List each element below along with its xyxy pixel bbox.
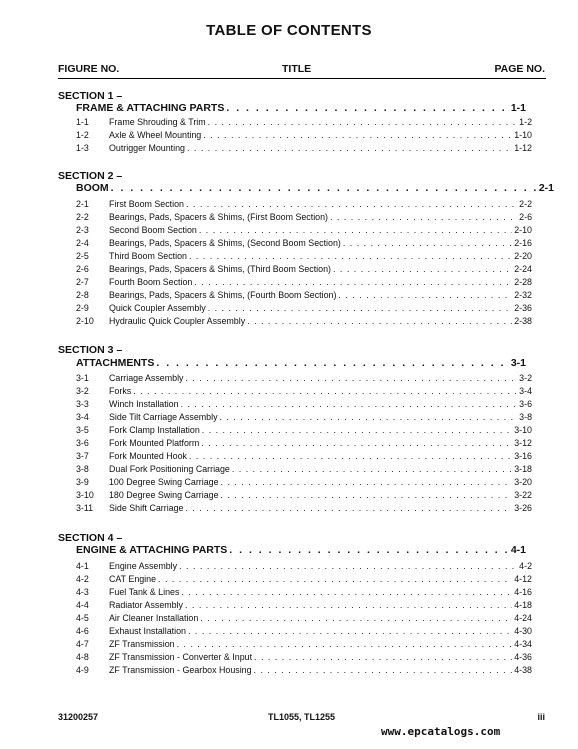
entry-title: Exhaust Installation (109, 626, 186, 636)
section-label: SECTION 3 – (58, 344, 123, 356)
figure-number: 3-4 (76, 412, 89, 422)
footer-model: TL1055, TL1255 (268, 712, 336, 722)
column-header-figure: FIGURE NO. (58, 63, 120, 75)
toc-entry[interactable] (0, 290, 578, 303)
header-divider (58, 78, 546, 79)
entry-page: 2-28 (514, 277, 532, 287)
entry-title: Hydraulic Quick Coupler Assembly (109, 316, 246, 326)
entry-title: First Boom Section (109, 199, 184, 209)
entry-page: 4-30 (514, 626, 532, 636)
toc-entry[interactable] (0, 477, 578, 490)
leader-dots (203, 130, 512, 140)
figure-number: 4-6 (76, 626, 89, 636)
figure-number: 4-7 (76, 639, 89, 649)
figure-number: 2-2 (76, 212, 89, 222)
figure-number: 4-8 (76, 652, 89, 662)
figure-number: 4-1 (76, 561, 89, 571)
toc-entry[interactable] (0, 212, 578, 225)
toc-entry[interactable] (0, 386, 578, 399)
figure-number: 2-1 (76, 199, 89, 209)
entry-title: Carriage Assembly (109, 373, 184, 383)
toc-entry[interactable] (0, 503, 578, 516)
entry-title: Air Cleaner Installation (109, 613, 199, 623)
entry-title: Bearings, Pads, Spacers & Shims, (Second Boom Section) (109, 238, 341, 248)
column-header-page: PAGE NO. (494, 63, 545, 75)
toc-entry[interactable] (0, 303, 578, 316)
leader-dots (221, 490, 513, 500)
page-title: TABLE OF CONTENTS (206, 22, 372, 39)
toc-entry[interactable] (0, 373, 578, 386)
leader-dots (186, 503, 513, 513)
figure-number: 2-10 (76, 316, 94, 326)
leader-dots (226, 102, 508, 114)
leader-dots (185, 600, 512, 610)
figure-number: 2-6 (76, 264, 89, 274)
figure-number: 4-2 (76, 574, 89, 584)
leader-dots (181, 399, 518, 409)
entry-title: Bearings, Pads, Spacers & Shims, (First Boom Section) (109, 212, 328, 222)
toc-entry[interactable] (0, 574, 578, 587)
entry-page: 3-6 (519, 399, 532, 409)
figure-number: 3-6 (76, 438, 89, 448)
entry-title: Bearings, Pads, Spacers & Shims, (Fourth Boom Section) (109, 290, 337, 300)
toc-entry[interactable] (0, 626, 578, 639)
toc-entry[interactable] (0, 587, 578, 600)
entry-page: 2-6 (519, 212, 532, 222)
section-title: FRAME & ATTACHING PARTS (76, 102, 225, 114)
section-page: 2-1 (538, 182, 554, 194)
toc-entry[interactable] (0, 490, 578, 503)
entry-title: ZF Transmission - Converter & Input (109, 652, 253, 662)
entry-title: Forks (109, 386, 132, 396)
figure-number: 4-4 (76, 600, 89, 610)
leader-dots (185, 373, 517, 383)
entry-title: ZF Transmission (109, 639, 175, 649)
entry-title: Dual Fork Positioning Carriage (109, 464, 230, 474)
entry-page: 3-4 (519, 386, 532, 396)
toc-entry[interactable] (0, 451, 578, 464)
entry-title: Radiator Assembly (109, 600, 183, 610)
leader-dots (343, 238, 512, 248)
entry-page: 3-18 (514, 464, 532, 474)
entry-page: 2-38 (514, 316, 532, 326)
entry-title: Axle & Wheel Mounting (109, 130, 202, 140)
leader-dots (220, 412, 518, 422)
figure-number: 2-5 (76, 251, 89, 261)
entry-title: Fork Mounted Platform (109, 438, 200, 448)
entry-page: 2-24 (514, 264, 532, 274)
entry-page: 4-12 (514, 574, 532, 584)
figure-number: 4-9 (76, 665, 89, 675)
entry-page: 4-34 (514, 639, 532, 649)
entry-page: 4-36 (514, 652, 532, 662)
entry-title: Winch Installation (109, 399, 179, 409)
figure-number: 3-8 (76, 464, 89, 474)
toc-entry[interactable] (0, 613, 578, 626)
entry-page: 2-20 (514, 251, 532, 261)
entry-title: 100 Degree Swing Carriage (109, 477, 219, 487)
entry-title: Bearings, Pads, Spacers & Shims, (Third Boom Section) (109, 264, 331, 274)
toc-entry[interactable] (0, 277, 578, 290)
leader-dots (208, 303, 513, 313)
leader-dots (188, 626, 512, 636)
entry-page: 4-18 (514, 600, 532, 610)
leader-dots (189, 251, 512, 261)
figure-number: 3-3 (76, 399, 89, 409)
figure-number: 3-2 (76, 386, 89, 396)
toc-entry[interactable] (0, 464, 578, 477)
figure-number: 3-5 (76, 425, 89, 435)
figure-number: 3-1 (76, 373, 89, 383)
entry-title: Side Tilt Carriage Assembly (109, 412, 218, 422)
section-label: SECTION 1 – (58, 90, 123, 102)
figure-number: 2-8 (76, 290, 89, 300)
entry-title: Fork Clamp Installation (109, 425, 200, 435)
leader-dots (156, 357, 508, 369)
entry-title: Fork Mounted Hook (109, 451, 187, 461)
footer-page-number: iii (537, 712, 545, 722)
leader-dots (254, 652, 512, 662)
leader-dots (232, 464, 512, 474)
entry-title: Frame Shrouding & Trim (109, 117, 206, 127)
leader-dots (221, 477, 513, 487)
toc-entry[interactable] (0, 199, 578, 212)
leader-dots (229, 544, 509, 556)
entry-page: 2-32 (514, 290, 532, 300)
leader-dots (181, 587, 512, 597)
figure-number: 1-3 (76, 143, 89, 153)
leader-dots (247, 316, 512, 326)
entry-title: 180 Degree Swing Carriage (109, 490, 219, 500)
entry-page: 3-22 (514, 490, 532, 500)
figure-number: 3-11 (76, 503, 94, 513)
section-page: 3-1 (510, 357, 526, 369)
leader-dots (330, 212, 517, 222)
figure-number: 4-5 (76, 613, 89, 623)
leader-dots (158, 574, 512, 584)
entry-page: 1-10 (514, 130, 532, 140)
figure-number: 1-2 (76, 130, 89, 140)
section-title: ATTACHMENTS (76, 357, 155, 369)
toc-entry[interactable] (0, 225, 578, 238)
leader-dots (254, 665, 513, 675)
toc-entry[interactable] (0, 143, 578, 156)
leader-dots (179, 561, 517, 571)
figure-number: 4-3 (76, 587, 89, 597)
section-heading[interactable] (76, 182, 554, 194)
entry-page: 3-2 (519, 373, 532, 383)
leader-dots (189, 451, 512, 461)
toc-entry[interactable] (0, 399, 578, 412)
section-title: BOOM (76, 182, 109, 194)
toc-entry[interactable] (0, 652, 578, 665)
section-heading[interactable] (76, 357, 526, 369)
entry-title: ZF Transmission - Gearbox Housing (109, 665, 252, 675)
watermark: www.epcatalogs.com (381, 725, 501, 738)
section-page: 4-1 (510, 544, 526, 556)
toc-entry[interactable] (0, 130, 578, 143)
figure-number: 3-10 (76, 490, 94, 500)
toc-entry[interactable] (0, 412, 578, 425)
leader-dots (202, 425, 512, 435)
entry-title: CAT Engine (109, 574, 157, 584)
toc-entry[interactable] (0, 251, 578, 264)
column-header-title: TITLE (282, 63, 312, 75)
entry-page: 2-10 (514, 225, 532, 235)
entry-title: Quick Coupler Assembly (109, 303, 206, 313)
figure-number: 3-7 (76, 451, 89, 461)
entry-page: 3-16 (514, 451, 532, 461)
leader-dots (186, 199, 517, 209)
figure-number: 2-3 (76, 225, 89, 235)
entry-page: 3-10 (514, 425, 532, 435)
toc-entry[interactable] (0, 117, 578, 130)
section-title: ENGINE & ATTACHING PARTS (76, 544, 228, 556)
section-label: SECTION 2 – (58, 170, 123, 182)
toc-entry[interactable] (0, 316, 578, 329)
figure-number: 1-1 (76, 117, 89, 127)
entry-page: 3-12 (514, 438, 532, 448)
leader-dots (333, 264, 512, 274)
entry-page: 2-36 (514, 303, 532, 313)
section-label: SECTION 4 – (58, 532, 123, 544)
figure-number: 2-4 (76, 238, 89, 248)
entry-page: 1-12 (514, 143, 532, 153)
toc-entry[interactable] (0, 238, 578, 251)
figure-number: 2-7 (76, 277, 89, 287)
entry-page: 2-16 (514, 238, 532, 248)
entry-title: Fuel Tank & Lines (109, 587, 180, 597)
section-page: 1-1 (510, 102, 526, 114)
toc-entry[interactable] (0, 600, 578, 613)
toc-entry[interactable] (0, 561, 578, 574)
entry-page: 3-20 (514, 477, 532, 487)
toc-entry[interactable] (0, 264, 578, 277)
entry-page: 3-8 (519, 412, 532, 422)
entry-page: 4-38 (514, 665, 532, 675)
entry-page: 3-26 (514, 503, 532, 513)
entry-page: 2-2 (519, 199, 532, 209)
entry-page: 4-24 (514, 613, 532, 623)
entry-page: 4-16 (514, 587, 532, 597)
entry-title: Second Boom Section (109, 225, 197, 235)
entry-page: 1-2 (519, 117, 532, 127)
figure-number: 2-9 (76, 303, 89, 313)
entry-title: Fourth Boom Section (109, 277, 193, 287)
leader-dots (201, 438, 512, 448)
figure-number: 3-9 (76, 477, 89, 487)
leader-dots (199, 225, 512, 235)
leader-dots (194, 277, 512, 287)
leader-dots (208, 117, 518, 127)
entry-page: 4-2 (519, 561, 532, 571)
toc-entry[interactable] (0, 438, 578, 451)
entry-title: Side Shift Carriage (109, 503, 184, 513)
leader-dots (200, 613, 512, 623)
section-heading[interactable] (76, 544, 526, 556)
footer-doc-number: 31200257 (58, 712, 99, 722)
entry-title: Engine Assembly (109, 561, 178, 571)
leader-dots (338, 290, 512, 300)
section-heading[interactable] (76, 102, 526, 114)
entry-title: Outrigger Mounting (109, 143, 185, 153)
leader-dots (177, 639, 513, 649)
leader-dots (133, 386, 517, 396)
entry-title: Third Boom Section (109, 251, 187, 261)
toc-entry[interactable] (0, 425, 578, 438)
leader-dots (111, 182, 537, 194)
toc-entry[interactable] (0, 665, 578, 678)
leader-dots (187, 143, 512, 153)
toc-entry[interactable] (0, 639, 578, 652)
